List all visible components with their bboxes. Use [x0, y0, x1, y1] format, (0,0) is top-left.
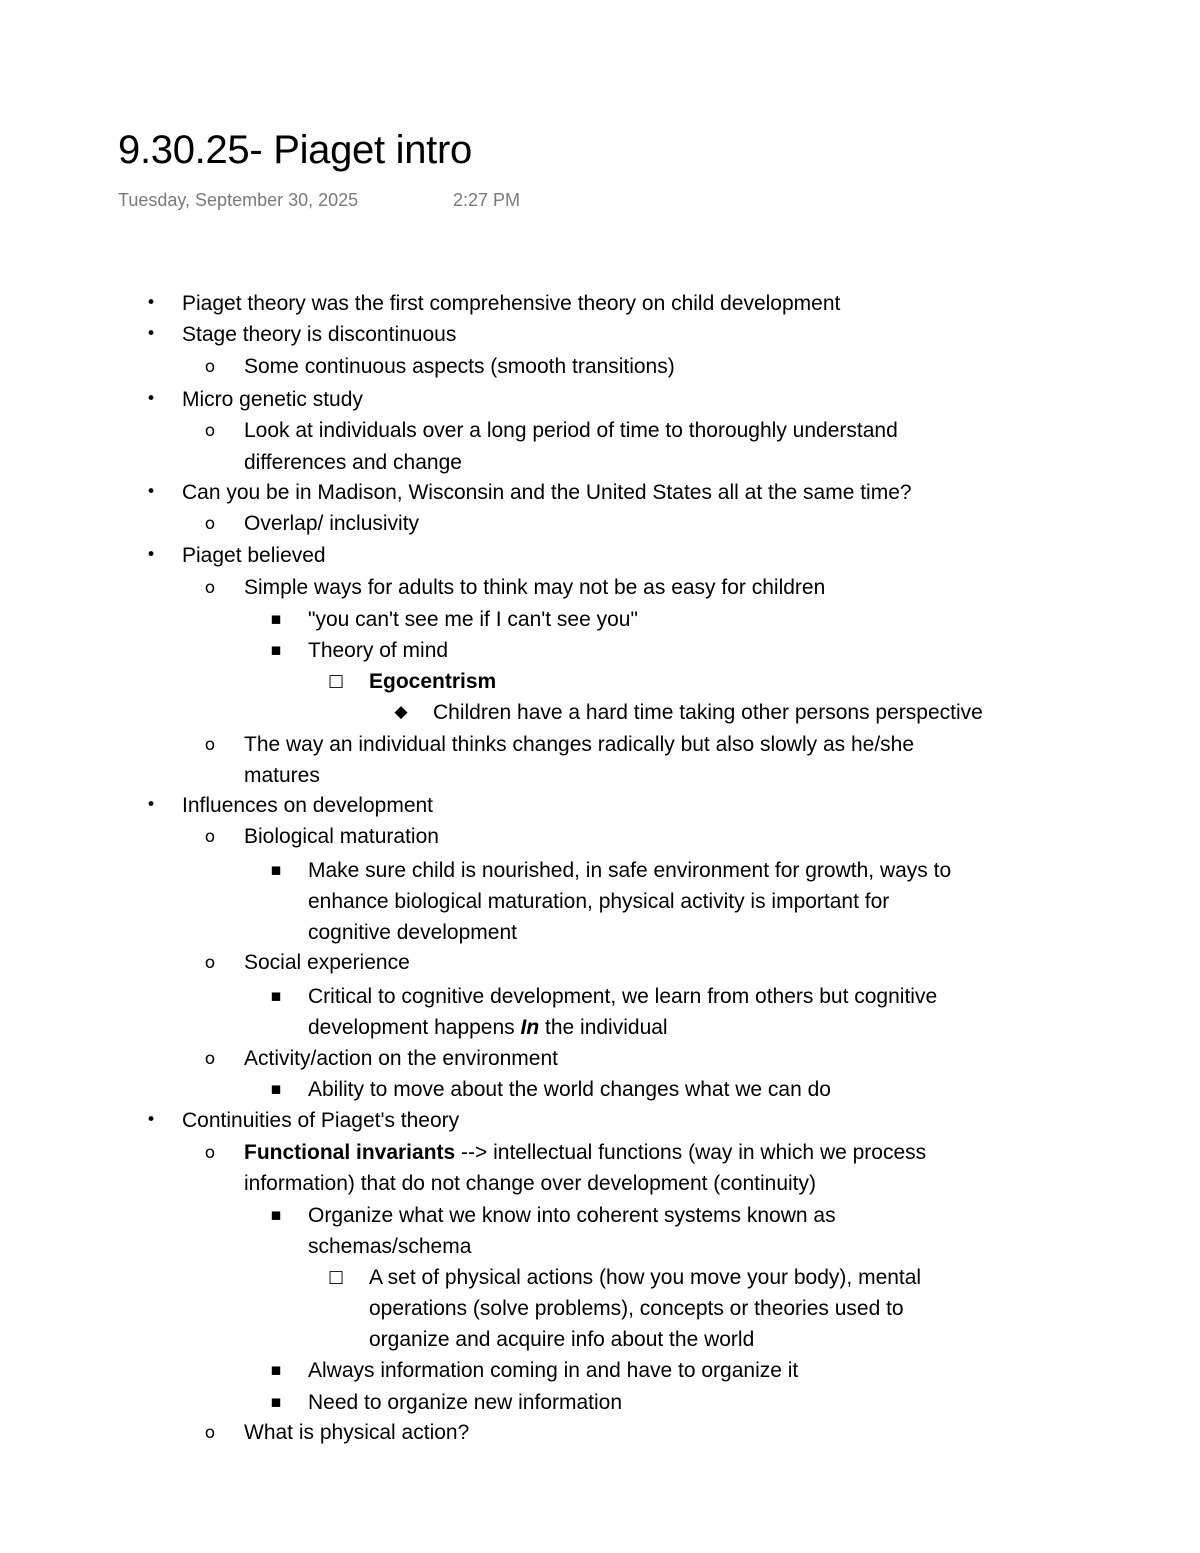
bullet-marker: •: [145, 482, 157, 502]
note-line[interactable]: Simple ways for adults to think may not be as easy for children: [244, 576, 826, 599]
note-line[interactable]: Ability to move about the world changes what we can do: [308, 1078, 831, 1101]
bullet-marker: o: [204, 827, 216, 847]
note-line[interactable]: organize and acquire info about the world: [369, 1328, 755, 1351]
bullet-marker: o: [204, 1423, 216, 1443]
bullet-marker: •: [145, 795, 157, 815]
bullet-marker: •: [145, 545, 157, 565]
bullet-marker: ▪: [270, 1079, 282, 1099]
note-line[interactable]: operations (solve problems), concepts or theories used to: [369, 1297, 904, 1320]
note-line[interactable]: "you can't see me if I can't see you": [308, 608, 638, 631]
note-line[interactable]: Organize what we know into coherent systems known as: [308, 1204, 836, 1227]
bullet-marker: o: [204, 421, 216, 441]
notes-outline[interactable]: [0, 288, 1200, 1444]
note-line[interactable]: Piaget theory was the first comprehensive theory on child development: [182, 292, 841, 315]
bullet-marker: o: [204, 1049, 216, 1069]
bullet-marker: ◆: [394, 702, 408, 722]
note-text: the individual: [539, 1016, 668, 1039]
note-line[interactable]: Look at individuals over a long period of time to thoroughly understand: [244, 419, 898, 442]
bullet-marker: o: [204, 735, 216, 755]
note-line[interactable]: Piaget believed: [182, 544, 326, 567]
note-text: development happens: [308, 1016, 521, 1039]
bullet-marker: •: [145, 324, 157, 344]
bullet-marker: ▪: [270, 609, 282, 629]
note-line[interactable]: What is physical action?: [244, 1421, 470, 1444]
bullet-marker: •: [145, 1110, 157, 1130]
note-line[interactable]: Some continuous aspects (smooth transitions): [244, 355, 675, 378]
note-line[interactable]: Children have a hard time taking other persons perspective: [433, 701, 983, 724]
note-line[interactable]: differences and change: [244, 451, 462, 474]
bullet-marker: o: [204, 357, 216, 377]
bullet-marker: ▪: [270, 986, 282, 1006]
note-line[interactable]: Theory of mind: [308, 639, 449, 662]
bullet-marker: •: [145, 389, 157, 409]
note-line[interactable]: Egocentrism: [369, 670, 497, 693]
note-line[interactable]: Biological maturation: [244, 825, 439, 848]
note-line[interactable]: Activity/action on the environment: [244, 1047, 558, 1070]
bullet-marker: ▪: [270, 1360, 282, 1380]
bullet-marker: o: [204, 1143, 216, 1163]
bullet-marker: o: [204, 514, 216, 534]
bullet-marker: ▪: [270, 1205, 282, 1225]
note-line[interactable]: information) that do not change over development (continuity): [244, 1172, 816, 1195]
note-line[interactable]: The way an individual thinks changes radically but also slowly as he/she: [244, 733, 915, 756]
note-line[interactable]: Continuities of Piaget's theory: [182, 1109, 460, 1132]
bullet-marker: ▪: [270, 640, 282, 660]
bullet-marker: o: [204, 953, 216, 973]
bullet-marker: ▪: [270, 860, 282, 880]
bullet-marker: o: [204, 578, 216, 598]
note-line[interactable]: Social experience: [244, 951, 410, 974]
note-line[interactable]: Stage theory is discontinuous: [182, 323, 457, 346]
note-line[interactable]: Critical to cognitive development, we learn from others but cognitive: [308, 985, 938, 1008]
note-text: --> intellectual functions (way in which we process: [455, 1141, 927, 1164]
note-line[interactable]: Overlap/ inclusivity: [244, 512, 420, 535]
note-line[interactable]: Can you be in Madison, Wisconsin and the United States all at the same time?: [182, 481, 912, 504]
term-text: Functional invariants: [244, 1141, 456, 1164]
emphasis-text: In: [520, 1016, 540, 1039]
note-line[interactable]: Influences on development: [182, 794, 434, 817]
page-date: Tuesday, September 30, 2025: [118, 190, 359, 210]
note-line[interactable]: Micro genetic study: [182, 388, 363, 411]
note-line[interactable]: Make sure child is nourished, in safe environment for growth, ways to: [308, 859, 952, 882]
note-line[interactable]: schemas/schema: [308, 1235, 472, 1258]
note-line[interactable]: [308, 1012, 668, 1043]
note-line[interactable]: matures: [244, 764, 320, 787]
note-line[interactable]: Need to organize new information: [308, 1391, 623, 1414]
page-time: 2:27 PM: [453, 190, 521, 210]
bullet-marker: •: [145, 293, 157, 313]
note-line[interactable]: cognitive development: [308, 921, 517, 944]
bullet-marker: □: [327, 671, 345, 691]
note-line[interactable]: Always information coming in and have to organize it: [308, 1359, 799, 1382]
note-line[interactable]: A set of physical actions (how you move your body), mental: [369, 1266, 922, 1289]
bullet-marker: □: [327, 1267, 345, 1287]
bullet-marker: ▪: [270, 1392, 282, 1412]
page-title[interactable]: 9.30.25- Piaget intro: [118, 128, 472, 172]
note-line[interactable]: [244, 1137, 926, 1168]
note-line[interactable]: enhance biological maturation, physical activity is important for: [308, 890, 890, 913]
